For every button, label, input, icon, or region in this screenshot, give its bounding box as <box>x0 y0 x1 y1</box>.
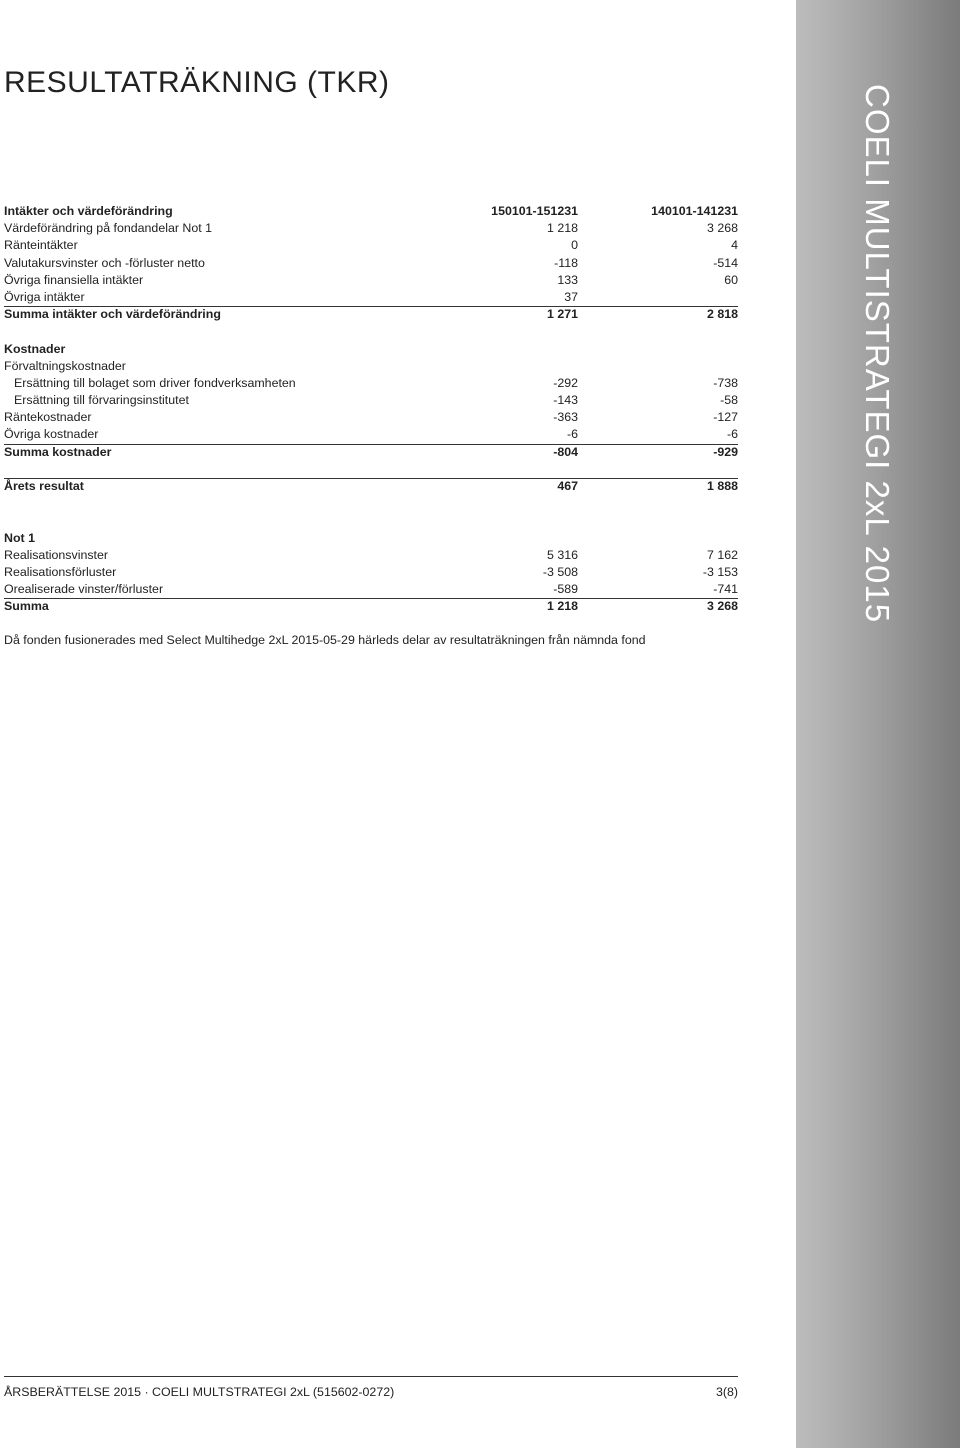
table-row: Räntekostnader -363 -127 <box>4 410 738 425</box>
table-row: Ersättning till bolaget som driver fondverksamheten -292 -738 <box>14 375 738 390</box>
page-title: RESULTATRÄKNING (TKR) <box>4 66 390 99</box>
header-period-current: 150101-151231 <box>491 204 578 218</box>
result-row: Årets resultat 467 1 888 <box>4 478 738 495</box>
footer-report-name: ÅRSBERÄTTELSE 2015 · COELI MULTSTRATEGI 2xL (515602-0272) <box>4 1385 395 1399</box>
table-header-row <box>4 203 738 220</box>
spacer <box>4 495 738 529</box>
header-label: Intäkter och värdeförändring <box>4 204 173 218</box>
costs-heading: Kostnader <box>4 341 66 356</box>
table-row: Ersättning till förvaringsinstitutet -143 -58 <box>14 393 738 408</box>
merger-footnote: Då fonden fusionerades med Select Multihedge 2xL 2015-05-29 härleds delar av resultaträkningen från nämnda fond <box>4 633 646 647</box>
sidebar-fund-title: COELI MULTISTRATEGI 2xL 2015 <box>859 84 896 624</box>
header-period-previous: 140101-141231 <box>651 204 738 218</box>
table-row: Realisationsvinster 5 316 7 162 <box>4 547 738 562</box>
table-row: Valutakursvinster och -förluster netto -118 -514 <box>4 255 738 270</box>
table-row: Övriga finansiella intäkter 133 60 <box>4 272 738 287</box>
footer-divider <box>4 1376 738 1377</box>
note-total-row: Summa 1 218 3 268 <box>4 598 738 615</box>
income-statement-table <box>4 203 738 616</box>
note-heading: Not 1 <box>4 530 35 545</box>
footer-page-number: 3(8) <box>715 1385 738 1399</box>
table-row: Värdeförändring på fondandelar Not 1 1 218 3 268 <box>4 221 738 236</box>
table-row: Orealiserade vinster/förluster -589 -741 <box>4 582 738 597</box>
cost-total-row: Summa kostnader -804 -929 <box>4 444 738 461</box>
income-total-row: Summa intäkter och värdeförändring 1 271 2 818 <box>4 306 738 323</box>
spacer <box>4 461 738 478</box>
admin-costs-heading: Förvaltningskostnader <box>4 358 126 373</box>
spacer <box>4 323 738 340</box>
table-row: Övriga kostnader -6 -6 <box>4 427 738 442</box>
table-row: Realisationsförluster -3 508 -3 153 <box>4 564 738 579</box>
table-row: Övriga intäkter 37 <box>4 289 578 304</box>
table-row: Ränteintäkter 0 4 <box>4 238 738 253</box>
